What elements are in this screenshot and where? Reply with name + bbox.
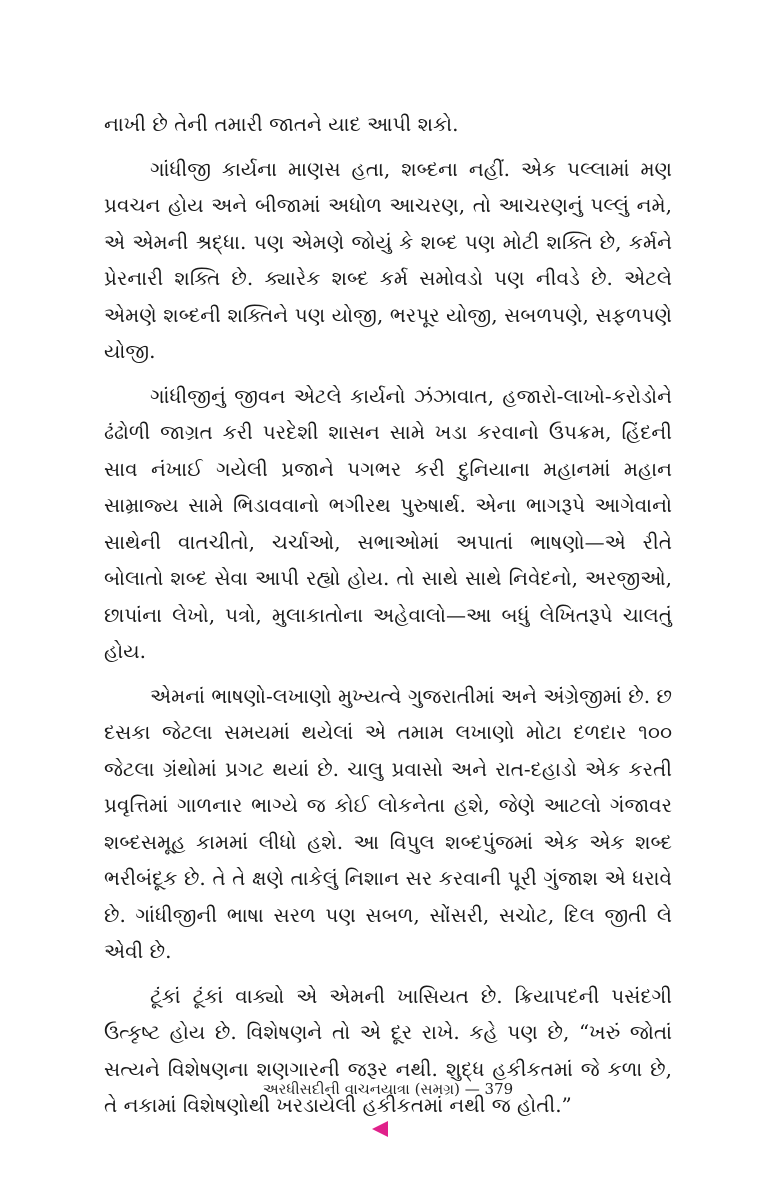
footer-separator: — (464, 1080, 480, 1098)
paragraph: નાખી છે તેની તમારી જાતને યાદ આપી શકો. (104, 112, 459, 136)
footer-book-title: અરધીસદીની વાચનયાત્રા (સમગ્ર) (262, 1080, 460, 1098)
previous-page-arrow-icon[interactable] (372, 1121, 388, 1137)
page-number: 379 (484, 1080, 514, 1098)
paragraph: ટૂંકાં ટૂંકાં વાક્યો એ એમની ખાસિયત છે. ક્રિયાપદની પસંદગી ઉત્કૃષ્ટ હોય છે. વિશેષણને તો એ દૂર રાખે. કહે પણ છે, “ખરું જોતાં સત્યને વિશેષણના શણગારની જરૂર નથી. શુદ્ધ હકીકતમાં જે કળા છે, તે નકામાં વિશેષણોથી ખરડાયેલી હકીકતમાં નથી જ હોતી.” (104, 983, 672, 1117)
page-footer (0, 1080, 776, 1098)
paragraph: ગાંધીજીનું જીવન એટલે કાર્યનો ઝંઝાવાત, હજારો-લાખો-કરોડોને ઢંઢોળી જાગ્રત કરી પરદેશી શાસન સામે ખડા કરવાનો ઉપક્રમ, હિંદની સાવ નંખાઈ ગયેલી પ્રજાને પગભર કરી દુનિયાના મહાનમાં મહાન સામ્રાજ્ય સામે ભિડાવવાનો ભગીરથ પુરુષાર્થ. એના ભાગરૂપે આગેવાનો સાથેની વાતચીતો, ચર્ચાઓ, સભાઓમાં અપાતાં ભાષણો—એ રીતે બોલાતો શબ્દ સેવા આપી રહ્યો હોય. તો સાથે સાથે નિવેદનો, અરજીઓ, છાપાંના લેખો, પત્રો, મુલાકાતોના અહેવાલો—આ બધું લેખિતરૂપે ચાલતું હોય. (104, 383, 672, 663)
paragraph: એમનાં ભાષણો-લખાણો મુખ્યત્વે ગુજરાતીમાં અને અંગ્રેજીમાં છે. છ દસકા જેટલા સમયમાં થયેલાં એ તમામ લખાણો મોટા દળદાર ૧૦૦ જેટલા ગ્રંથોમાં પ્રગટ થયાં છે. ચાલુ પ્રવાસો અને રાત-દહાડો એક કરતી પ્રવૃત્તિમાં ગાળનાર ભાગ્યે જ કોઈ લોકનેતા હશે, જેણે આટલો ગંજાવર શબ્દસમૂહ કામમાં લીધો હશે. આ વિપુલ શબ્દપુંજમાં એક એક શબ્દ ભરીબંદૂક છે. તે તે ક્ષણે તાકેલું નિશાન સર કરવાની પૂરી ગુંજાશ એ ધરાવે છે. ગાંધીજીની ભાષા સરળ પણ સબળ, સોંસરી, સચોટ, દિલ જીતી લે એવી છે. (104, 683, 672, 963)
body-text (104, 106, 672, 1132)
paragraph: ગાંધીજી કાર્યના માણસ હતા, શબ્દના નહીં. એક પલ્લામાં મણ પ્રવચન હોય અને બીજામાં અધોળ આચરણ, તો આચરણનું પલ્લું નમે, એ એમની શ્રદ્ધા. પણ એમણે જોયું કે શબ્દ પણ મોટી શક્તિ છે, કર્મને પ્રેરનારી શક્તિ છે. ક્યારેક શબ્દ કર્મ સમોવડો પણ નીવડે છે. એટલે એમણે શબ્દની શક્તિને પણ યોજી, ભરપૂર યોજી, સબળપણે, સફળપણે યોજી. (104, 156, 672, 363)
